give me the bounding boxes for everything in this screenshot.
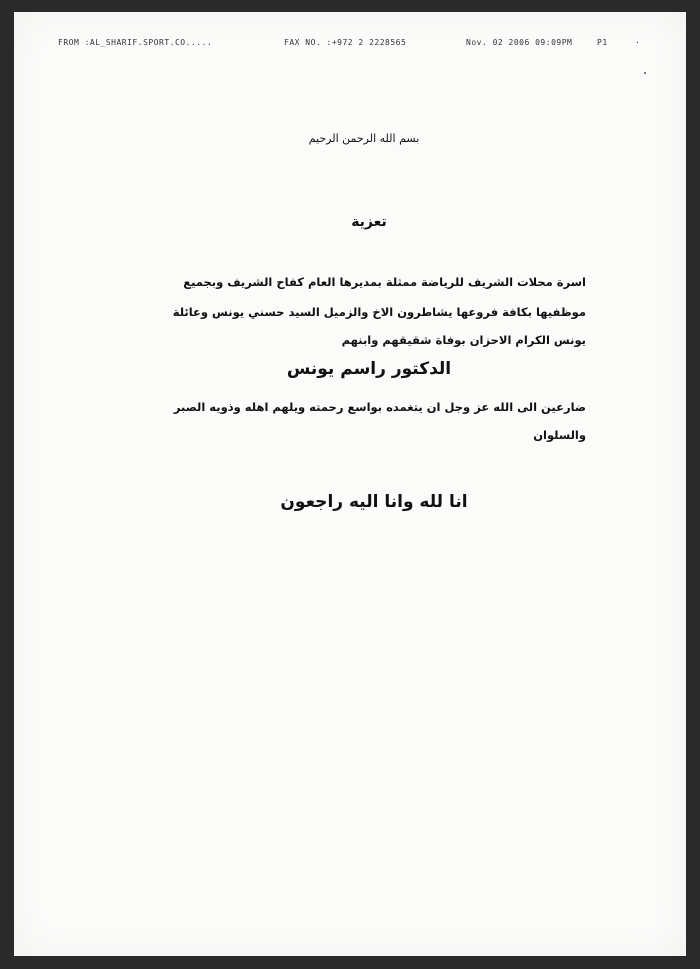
body-line-3: يونس الكرام الاحزان بوفاة شقيقهم وابنهم bbox=[341, 333, 586, 347]
body-line-2: موظفيها بكافة فروعها يشاطرون الاخ والزميل السيد حسني يونس وعائلة bbox=[172, 305, 586, 319]
basmala: بسم الله الرحمن الرحيم bbox=[308, 132, 420, 145]
fax-from: FROM :AL_SHARIF.SPORT.CO..... bbox=[58, 38, 213, 47]
prayer-line-1: ضارعين الى الله عز وجل ان يتغمده بواسع رحمته ويلهم اهله وذويه الصبر bbox=[173, 400, 586, 414]
fax-page bbox=[14, 12, 686, 956]
fax-mark: · bbox=[635, 38, 641, 47]
deceased-name: الدكتور راسم يونس bbox=[286, 359, 452, 379]
scan-speck bbox=[644, 72, 646, 74]
fax-number: FAX NO. :+972 2 2228565 bbox=[284, 38, 407, 47]
body-line-1: اسرة محلات الشريف للرياضة ممثلة بمديرها العام كفاح الشريف وبجميع bbox=[183, 275, 586, 289]
fax-transmission-header bbox=[14, 38, 686, 52]
letter-title: تعزية bbox=[351, 214, 387, 230]
closing-verse: انا لله وانا اليه راجعون bbox=[280, 492, 468, 512]
fax-date-time: Nov. 02 2006 09:09PM bbox=[466, 38, 573, 47]
prayer-line-2: والسلوان bbox=[533, 428, 586, 442]
fax-page-number: P1 bbox=[597, 38, 608, 47]
